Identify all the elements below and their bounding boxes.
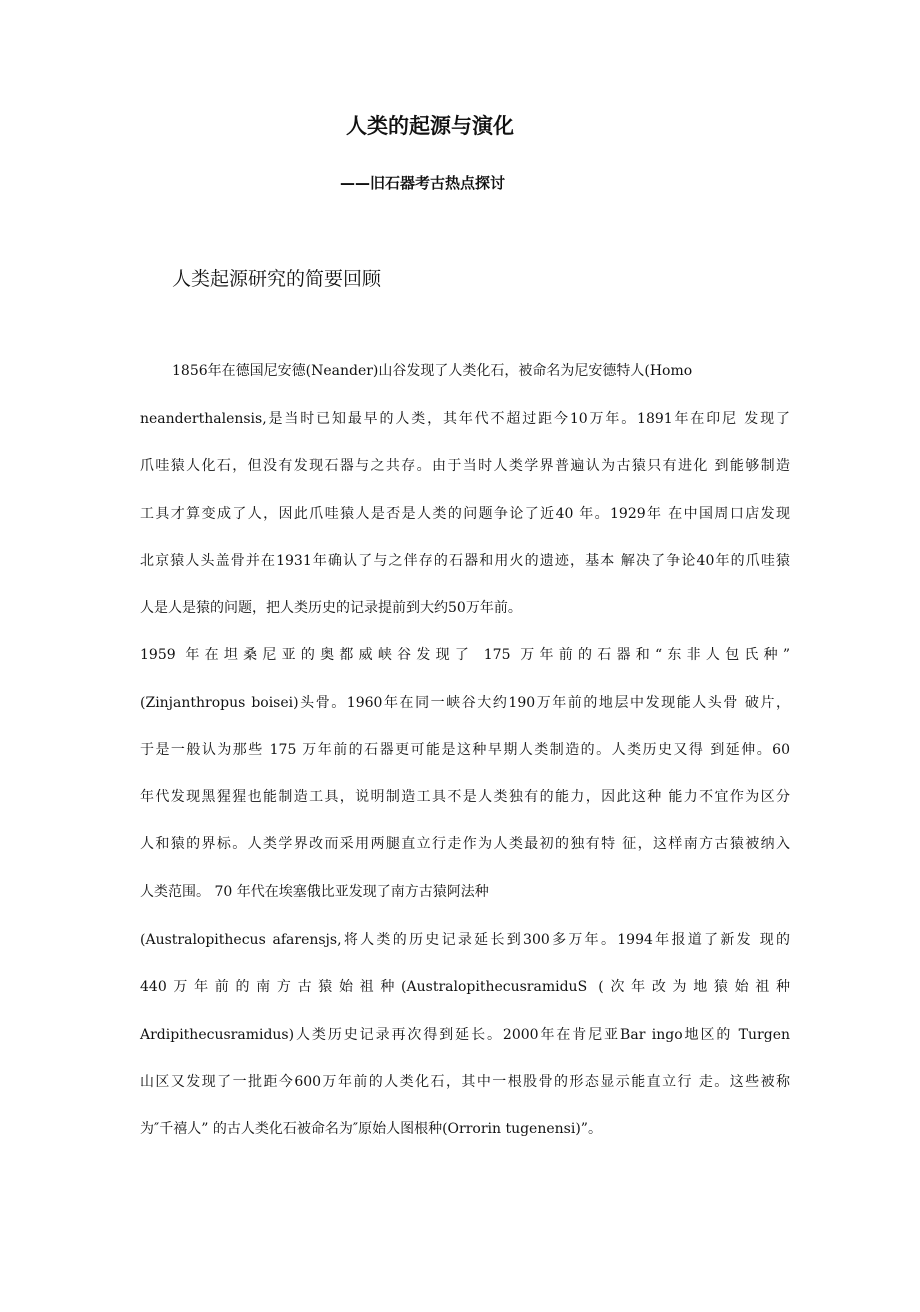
document-subtitle: ——旧石器考古热点探讨 (340, 174, 506, 192)
text-line: 年代发现黑猩猩也能制造工具，说明制造工具不是人类独有的能力，因此这种 能力不宜作为区分 (140, 789, 790, 805)
text-line: 人和猿的界标。人类学界改而采用两腿直立行走作为人类最初的独有特 征，这样南方古猿被纳入 (140, 836, 790, 852)
text-line: (Australopithecus afarensjs,将人类的历史记录延长到300多万年。1994年报道了新发 现的 (140, 932, 790, 948)
text-line: 于是一般认为那些 175 万年前的石器更可能是这种早期人类制造的。人类历史又得 到延伸。60 (140, 742, 790, 758)
text-line: (Zinjanthropus boisei)头骨。1960年在同一峡谷大约190万年前的地层中发现能人头骨 破片， (140, 695, 790, 711)
text-line: 为″千禧人” 的古人类化石被命名为″原始人图根种(Orrorin tugenensi)”。 (140, 1121, 602, 1137)
text-line: 爪哇猿人化石，但没有发现石器与之共存。由于当时人类学界普遍认为古猿只有进化 到能够制造 (140, 458, 790, 474)
text-line: neanderthalensis,是当时已知最早的人类，其年代不超过距今10万年。1891年在印尼 发现了 (140, 411, 790, 427)
text-line: 人是人是猿的问题，把人类历史的记录提前到大约50万年前。 (140, 600, 522, 616)
text-line: 山区又发现了一批距今600万年前的人类化石，其中一根股骨的形态显示能直立行 走。这些被称 (140, 1074, 790, 1090)
text-line: 1959 年在坦桑尼亚的奥都威峡谷发现了 175 万年前的石器和“东非人包氏种” (140, 647, 790, 663)
text-line: 北京猿人头盖骨并在1931年确认了与之伴存的石器和用火的遗迹，基本 解决了争论40年的爪哇猿 (140, 553, 790, 569)
text-line: 工具才算变成了人，因此爪哇猿人是否是人类的问题争论了近40 年。1929年 在中国周口店发现 (140, 506, 790, 522)
section-heading: 人类起源研究的简要回顾 (172, 268, 382, 290)
text-line: 1856年在德国尼安德(Neander)山谷发现了人类化石，被命名为尼安德特人(Homo (172, 363, 693, 379)
document-title: 人类的起源与演化 (346, 114, 514, 138)
text-line: 人类范围。 70 年代在埃塞俄比亚发现了南方古猿阿法种 (140, 884, 489, 900)
text-line: 440万年前的南方古猿始祖种(AustralopithecusramiduS (次年改为地猿始祖种 (140, 979, 790, 995)
text-line: Ardipithecusramidus)人类历史记录再次得到延长。2000年在肯尼亚Bar ingo地区的 Turgen (140, 1027, 790, 1043)
